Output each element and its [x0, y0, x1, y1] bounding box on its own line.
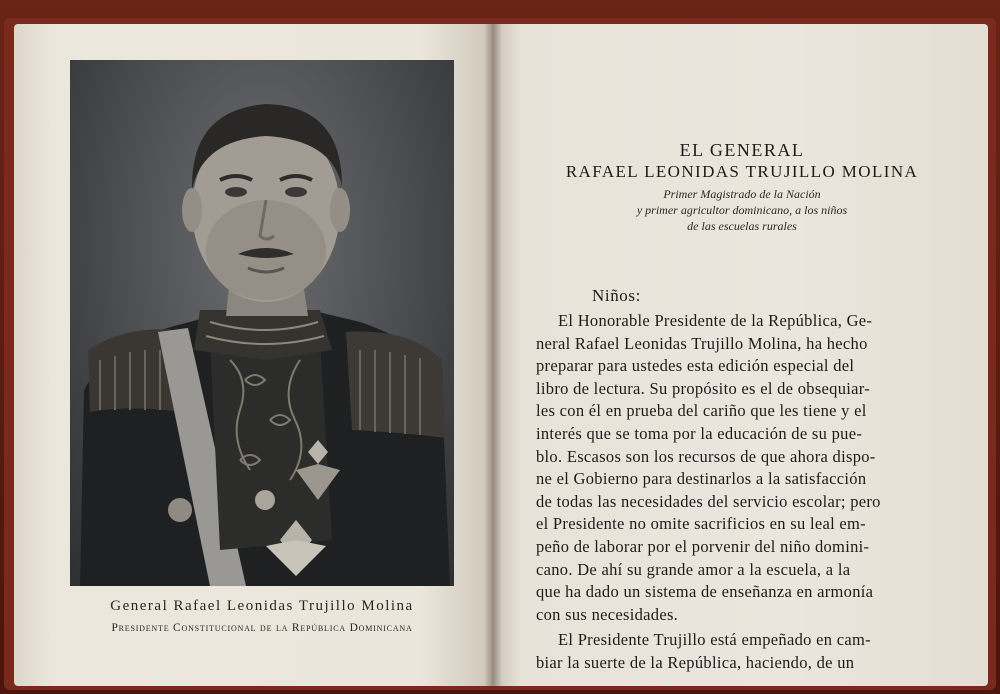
portrait-caption-title: Presidente Constitucional de la República Dominicana	[111, 622, 413, 634]
text-line: de todas las necesidades del servicio escolar; pero	[536, 491, 881, 511]
portrait-photo	[70, 60, 454, 586]
text-line: peño de laborar por el porvenir del niño domini-	[536, 536, 870, 556]
portrait-caption-name: General Rafael Leonidas Trujillo Molina	[110, 598, 414, 614]
text-line: cano. De ahí su grande amor a la escuela, a la	[536, 559, 851, 579]
subtitle-line-3: de las escuelas rurales	[687, 219, 797, 233]
text-line: blo. Escasos son los recursos de que ahora dispo-	[536, 446, 876, 466]
text-line: biar la suerte de la República, haciendo, de un	[536, 652, 855, 672]
salutation: Niños:	[592, 286, 641, 305]
text-line: con sus necesidades.	[536, 604, 679, 624]
text-line: libro de lectura. Su propósito es el de obsequiar-	[536, 378, 871, 398]
text-line: interés que se toma por la educación de su pue-	[536, 423, 863, 443]
text-line: El Honorable Presidente de la República, Ge-	[558, 311, 873, 330]
heading-line-1: EL GENERAL	[679, 140, 805, 160]
text-line: neral Rafael Leonidas Trujillo Molina, ha hecho	[536, 333, 868, 353]
portrait-illustration	[70, 60, 454, 586]
dedication-subtitle	[512, 186, 972, 234]
subtitle-line-2: y primer agricultor dominicano, a los niños	[636, 203, 848, 217]
subtitle-line-1: Primer Magistrado de la Nación	[663, 187, 821, 201]
book-gutter	[484, 24, 502, 686]
text-line: les con él en prueba del cariño que les tiene y el	[536, 401, 867, 421]
text-line: que ha dado un sistema de enseñanza en armonía	[536, 582, 874, 602]
text-line: el Presidente no omite sacrificios en su leal em-	[536, 514, 866, 534]
heading-line-2: RAFAEL LEONIDAS TRUJILLO MOLINA	[565, 162, 919, 181]
body-text	[536, 310, 938, 675]
text-line: preparar para ustedes esta edición especial del	[536, 356, 855, 376]
text-line: ne el Gobierno para destinarlos a la satisfacción	[536, 469, 867, 489]
text-line: El Presidente Trujillo está empeñado en cam-	[558, 630, 871, 650]
